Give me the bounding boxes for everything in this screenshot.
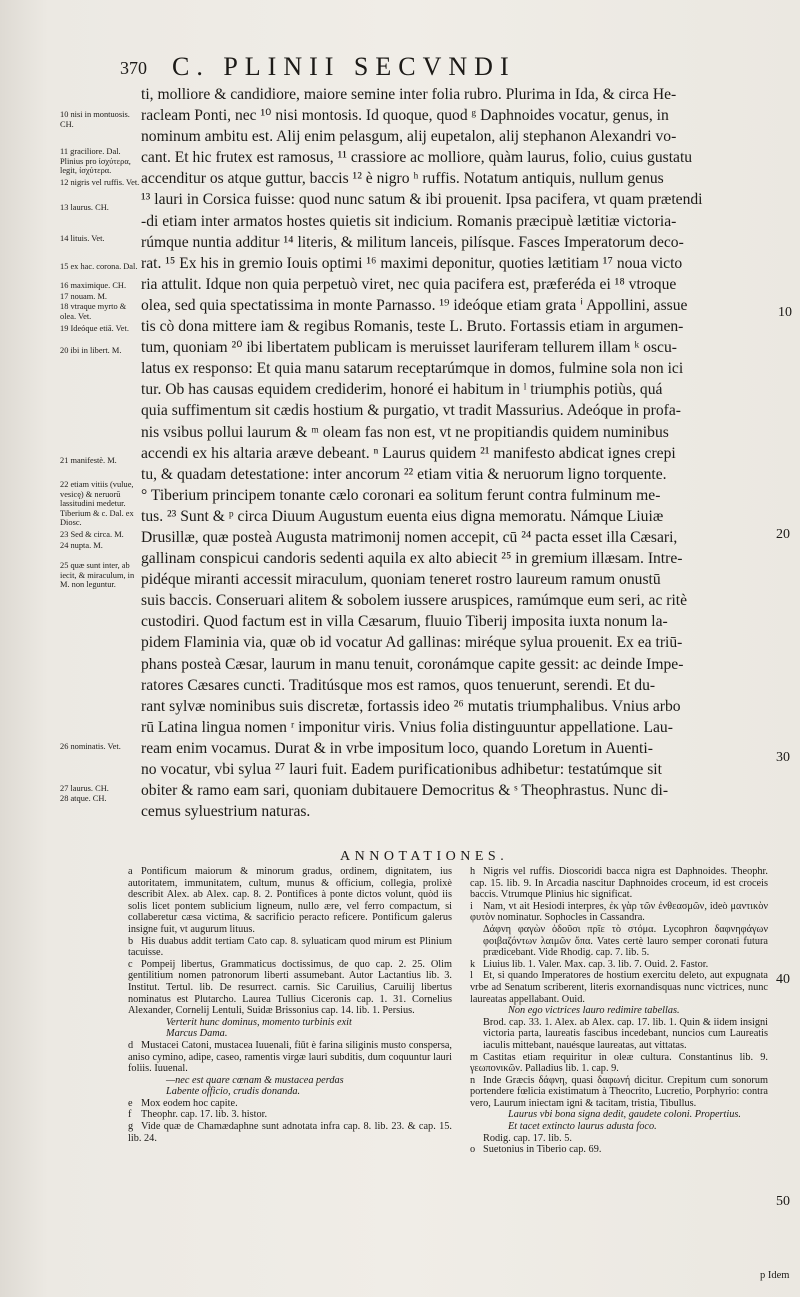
margin-note: 23 Sed & circa. M. [60,530,124,539]
text-line: tu, & quadam detestatione: inter ancorum ²² etiam vitia & neruorum ligno torquente. [141,465,667,483]
annotation-entry [470,1052,768,1075]
annotation-entry [128,1098,452,1110]
page-number: 370 [120,58,147,78]
line-marker: 40 [776,972,790,987]
annotation-key: i [470,900,473,912]
text-line: pidem Flaminia via, quæ ob id vocatur Ad gallinas: miréque sylua prouenit. Ex ea triū- [141,634,683,652]
text-line: cant. Et hic frutex est ramosus, ¹¹ crassiore ac molliore, quàm laurus, folio, cuius gustatu [141,149,693,167]
text-line: rat. ¹⁵ Ex his in gremio Iouis optimi ¹⁶ maximi deponitur, quoties lætitiam ¹⁷ noua victo [141,254,683,272]
text-line: accenditur os atque guttur, baccis ¹² è nigro ʰ ruffis. Notatum antiquis, nullum genus [141,170,664,188]
annotation-entry [470,901,768,924]
annotation-entry [470,970,768,1005]
line-marker: 20 [776,527,790,542]
annotation-text: Pontificum maiorum & minorum gradus, ordinem, dignitatem, ius autoritatem, immunitatem, cultum, munus & officium, collegia, prolixè describit Alex. ab Alex. cap. 8. 2. Pontifices à ponte dictos volunt, quòd iis solis licet pontem sublicium ligneum, nullo ære, vel ferro compactum, si collaberetur cæsa victima, & sacrificio peracto reficere. Pontificum galerus insigne fuit, vt augurum lituus. [128,866,452,935]
text-line: suis baccis. Conseruari alitem & sobolem iussere aruspices, ramúmque eum seri, ac ritè [141,592,688,610]
annotation-entry [128,959,452,1017]
text-line: rū Latina lingua nomen ʳ imponitur viris. Vnius folia distinguuntur appellatione. Lau- [141,718,673,736]
annotation-text: His duabus addit tertiam Cato cap. 8. syluaticam quod mirum est Plinium tacuisse. [128,935,452,959]
annotation-key: e [128,1097,133,1109]
page-header [120,52,760,82]
main-text [141,84,766,822]
annotations-left-column [128,866,452,1144]
margin-note: 10 nisi in montuosis. CH. [60,110,130,129]
annotation-entry [128,936,452,959]
annotation-text: Δάφνη φαγὼν ὀδοῦσι πρῖε τὸ στόμα. Lycophron δαφνηφάγων φοιβαζόντων λαιμῶν ὄπα. Vates certè lauro semper coronati futura prædicebant. Vide Rhodig. cap. 7. lib. 5. [483,923,768,959]
annotation-text: Brod. cap. 33. 1. Alex. ab Alex. cap. 17. lib. 1. Quin & iidem insigni victoria parta, laureatis fascibus incedebant, nuncios cum Laureatis iaculis mittebant, nauésque laureatas, aut vittatas. [483,1016,768,1051]
margin-note: 22 etiam vitiis (vulue, vesicę) & neruorū lassitudini medetur. Tiberium & c. Dal. ex Diosc. [60,480,134,527]
annotation-text: Theophr. cap. 17. lib. 3. histor. [141,1109,268,1121]
margin-note: 15 ex hac. corona. Dal. [60,262,138,271]
annotation-text: Rodig. cap. 17. lib. 5. [483,1132,572,1144]
line-marker: 50 [776,1194,790,1209]
annotation-entry [470,1133,768,1145]
margin-note: 17 nouam. M. [60,292,107,301]
text-line: olea, sed quia spectatissima in monte Parnasso. ¹⁹ ideóque etiam grata ⁱ Appollini, assue [141,296,688,314]
text-line: latus ex responso: Et quia manu satarum receptarúmque in domos, fulmine sola non ici [141,360,684,378]
text-line: nominum ambitu est. Alij enim pelasgum, alij eupetalon, alij stephanon Alexandri vo- [141,128,677,146]
annotation-key: l [470,970,473,982]
margin-note: 24 nupta. M. [60,541,103,550]
annotation-entry [470,1144,768,1156]
margin-note: 28 atque. CH. [60,794,107,803]
text-line: pidéque miranti accessit miraculum, quoniam teneret rostro laureum ramum onustū [141,571,661,589]
text-line: ria attulit. Idque non quia perpetuò viret, nec quia pacifera est, præferéda ei ¹⁸ vtroque [141,275,677,293]
text-line: nis vsibus pollui laurum & ᵐ oleam fas non est, vt ne propitiandis quidem numinibus [141,423,669,441]
annotation-text: —nec est quare cœnam & mustacea perdas [166,1074,344,1086]
text-line: Drusillæ, quæ posteà Augusta matrimonij nomen accepit, cū ²⁴ pacta esset illa Cæsari, [141,528,678,546]
annotation-key: g [128,1121,134,1133]
text-line: ° Tiberium principem tonante cælo coronari ea solitum ferunt contra fulminum me- [141,486,661,504]
margin-note: 12 nigris vel ruffis. Vet. [60,178,140,187]
annotation-entry [470,1075,768,1110]
text-line: phans posteà Cæsar, laurum in manu tenuit, coronámque capite gessit: ac deinde Impe- [141,655,684,673]
margin-note: 21 manifestè. M. [60,456,117,465]
annotation-text: Liuius lib. 1. Valer. Max. cap. 3. lib. 7. Ouid. 2. Fastor. [483,958,709,970]
annotation-text: Inde Græcis δάφνη, quasi δαφωνή dicitur. Crepitum cum sonorum portendere fœlicia existimatum à Theocrito, Lucretio, Porphyrio: contra vero, Laurum iniectam igni & tacitam, tristia, Tibullus. [470,1074,768,1109]
annotation-text: Vide quæ de Chamædaphne sunt adnotata infra cap. 8. lib. 23. & cap. 15. lib. 24. [128,1121,452,1144]
annotation-key: h [470,866,476,877]
annotation-key: m [470,1051,479,1063]
annotation-entry [128,1040,452,1075]
annotation-entry [128,866,452,936]
margin-note: 19 Ideóque etiā. Vet. [60,324,129,333]
annotation-text: Laurus vbi bona signa dedit, gaudete coloni. Propertius. [508,1109,742,1121]
catchword: p Idem [760,1270,790,1281]
margin-note: 18 vtraque myrto & olea. Vet. [60,302,127,321]
margin-note: 20 ibi in libert. M. [60,346,122,355]
annotation-key: k [470,958,476,970]
annotation-entry [128,1017,452,1029]
margin-note: 14 lituis. Vet. [60,234,105,243]
text-line: ratores Cæsares cuncti. Traditúsque mos est ramos, quos tenuerunt, serendi. Et du- [141,676,656,694]
annotation-text: Marcus Dama. [166,1028,228,1040]
text-line: cemus syluestrium naturas. [141,803,311,821]
annotation-text: Castitas etiam requiritur in oleæ cultura. Constantinus lib. 9. γεωπονικῶν. Palladius lib. 1. cap. 9. [470,1051,768,1075]
margin-note: 16 maximique. CH. [60,281,127,290]
margin-note: 25 quæ sunt inter, ab iecit, & miraculum, in M. non leguntur. [60,561,135,589]
text-line: ¹³ lauri in Corsica fuisse: quod nunc satum & ibi prouenit. Ipsa pacifera, vt quam prætendi [141,191,703,209]
annotation-entry [470,924,768,959]
text-line: accendi ex his altaria aræve debeant. ⁿ Laurus quidem ²¹ manifesto abdicat ignes crepi [141,444,676,462]
annotations-title: ANNOTATIONES. [340,849,509,864]
running-head: C. PLINII SECVNDI [172,52,516,81]
annotation-entry [470,1005,768,1017]
text-line: ti, molliore & candidiore, maiore semine inter folia rubro. Plurima in Ida, & circa He- [141,86,677,103]
annotation-key: c [128,958,133,970]
margin-note: 27 laurus. CH. [60,784,109,793]
annotation-key: b [128,935,134,947]
margin-note: 13 laurus. CH. [60,203,109,212]
text-line: tur. Ob has causas equidem crediderim, honoré ei habitum in ˡ triumphis potiùs, quá [141,381,663,399]
text-line: custodiri. Quod factum est in villa Cæsarum, fluuio Tiberij imposita iuxta nonum la- [141,613,668,631]
text-line: tis cò dona mittere iam & regibus Romanis, teste L. Bruto. Fortassis etiam in argumen- [141,318,684,336]
line-marker: 30 [776,750,790,765]
margin-note: 11 graciliore. Dal. Plinius pro ἰσχύτερα, legit, ἰσχύτερα. [60,147,131,175]
annotation-key: a [128,866,133,877]
text-line: ream enim vocamus. Durat & in vrbe impositum loco, quando Loretum in Auenti- [141,739,653,757]
text-line: racleam Ponti, nec ¹⁰ nisi montosis. Id quoque, quod ᵍ Daphnoides vocatur, genus, in [141,107,669,125]
annotation-entry [470,959,768,971]
text-line: rúmque nuntia additur ¹⁴ literis, & militum lanceis, pilísque. Fasces Imperatorum deco- [141,233,684,251]
annotation-entry [470,1017,768,1052]
annotation-entry [128,1075,452,1087]
annotation-entry [470,1109,768,1121]
annotation-text: Nigris vel ruffis. Dioscoridi bacca nigra est Daphnoides. Theophr. cap. 15. lib. 9. In Arcadia nascitur Daphnoides croceum, id est croceis baccis. Vtrumque Plinius hic significat. [470,866,768,901]
annotation-entry [128,1109,452,1121]
annotation-text: Pompeij libertus, Grammaticus doctissimus, de quo cap. 2. 25. Olim gentilitium nomen patronorum liberti assumebant. Autor Lactantius lib. 3. Institut. Tertul. lib. De resurrect. carnis. Sic Caruilius, Caruilij libertus nominatus est Plutarcho. Laurea Tullius Ciceronis cap. 1. 31. Cornelius Alexander, Cornelij Lentuli, Suidæ Brissonius cap. 14. lib. 1. Persius. [128,958,452,1017]
line-marker: 10 [778,305,792,320]
annotation-text: Labente officio, crudis donanda. [166,1086,301,1098]
annotation-entry [128,1028,452,1040]
margin-note: 26 nominatis. Vet. [60,742,121,751]
annotation-entry [128,1086,452,1098]
annotation-text: Nam, vt ait Hesiodi interpres, ἐκ γὰρ τῶν ἐνθεασμῶν, ideò μαντικὸν φυτὸν nominatur. Sophocles in Cassandra. [470,900,768,924]
annotation-key: d [128,1039,134,1051]
annotations-right-column [470,866,768,1156]
text-line: rant sylvæ nominibus suis discretæ, fortassis ideo ²⁶ mutatis triumphalibus. Vnius arbo [141,697,681,715]
annotation-text: Non ego victrices lauro redimire tabellas. [508,1005,680,1017]
text-line: gallinam conspicui candoris sedenti aquila ex alto abiecit ²⁵ in gremium illæsam. Intre- [141,550,683,568]
annotation-text: Et tacet extincto laurus adusta foco. [508,1121,657,1133]
annotation-text: Verterit hunc dominus, momento turbinis exit [166,1016,352,1028]
text-line: -di etiam inter armatos hostes quietis sit indicium. Romanis præcipuè lætitiæ victoria- [141,212,677,230]
annotation-entry [128,1121,452,1144]
annotation-text: Mox eodem hoc capite. [141,1097,238,1109]
text-line: no vocatur, vbi sylua ²⁷ lauri fuit. Eadem purificationibus adhibetur: testatúmque sit [141,761,662,778]
annotation-key: f [128,1109,132,1121]
annotation-entry [470,1121,768,1133]
annotation-text: Et, si quando Imperatores de hostium exercitu deleto, aut expugnata vrbe ad Senatum scriberent, literis exornandisquas nunc victrices, nunc laureatas appellabant. Ouid. [470,970,768,1005]
annotation-key: n [470,1074,476,1086]
annotation-text: Mustacei Catoni, mustacea Iuuenali, fiūt è farina siliginis musto conspersa, aniso cymino, adipe, caseo, ramentis virgæ lauri subditis, dum coquuntur lauri foliis. Iuuenal. [128,1039,452,1075]
text-line: obiter & ramo eam sari, quoniam dubitauere Democritus & ˢ Theophrastus. Nunc di- [141,782,669,800]
text-line: tus. ²³ Sunt & ᵖ circa Diuum Augustum euenta eius digna memoratu. Námque Liuiæ [141,507,664,525]
text-line: tum, quoniam ²⁰ ibi libertatem publicam is meruisset lauriferam tellurem illam ᵏ oscu- [141,339,677,357]
annotation-text: Suetonius in Tiberio cap. 69. [483,1144,602,1156]
annotation-key: o [470,1144,476,1156]
annotation-entry [470,866,768,901]
text-line: quia suffimentum sit cædis hostium & purgatio, vt tradit Massurius. Adeóque in profa- [141,402,681,420]
